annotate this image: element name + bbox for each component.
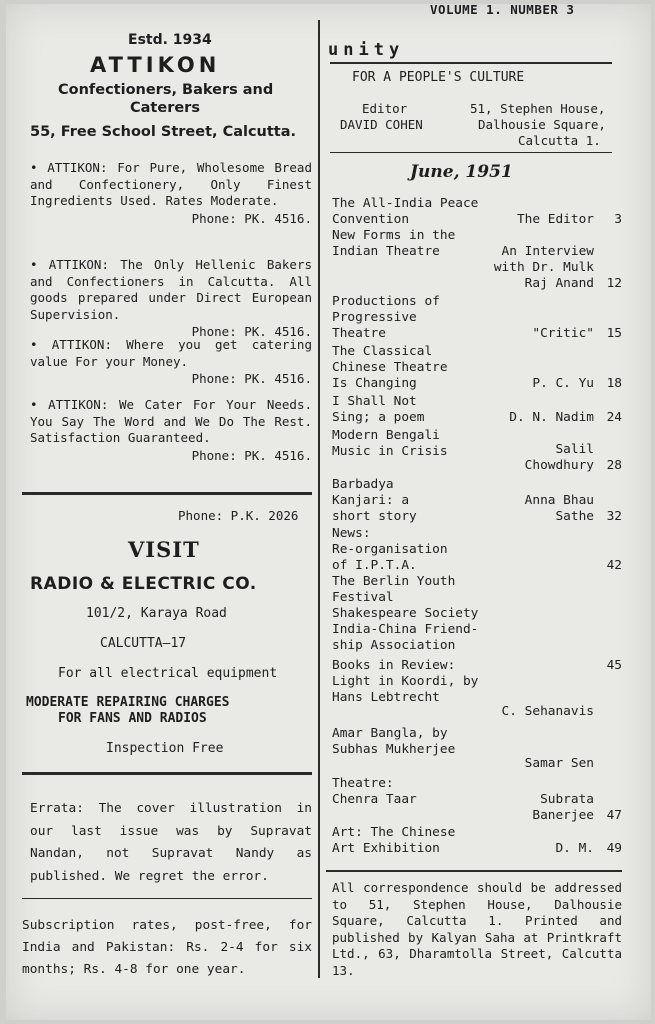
tagline: FOR A PEOPLE'S CULTURE — [352, 70, 525, 85]
toc-author: Samar Sen — [524, 756, 594, 771]
radio-line-3: FOR FANS AND RADIOS — [58, 711, 207, 726]
toc-author: C. Sehanavis — [501, 704, 594, 719]
toc-title: Amar Bangla, by Subhas Mukherjee — [332, 726, 456, 757]
toc-page: 45 — [606, 658, 622, 673]
ad-text: • ATTIKON: Where you get catering value For your Money. — [30, 337, 312, 369]
notice-divider — [22, 898, 312, 899]
toc-page: 28 — [606, 458, 622, 473]
column-divider — [318, 20, 320, 978]
ad-phone: Phone: PK. 4516. — [191, 324, 312, 339]
ad-text: • ATTIKON: The Only Hellenic Bakers and Confectioners in Calcutta. All goods prepared under Direct European Supervision. — [30, 257, 312, 322]
toc-bottom-rule — [326, 870, 622, 872]
toc-title: Art: The Chinese Art Exhibition — [332, 825, 456, 856]
toc-title: Modern Bengali Music in Crisis — [332, 428, 448, 459]
toc-page: 32 — [606, 509, 622, 524]
editor-name: DAVID COHEN — [340, 117, 423, 132]
radio-address-1: 101/2, Karaya Road — [86, 606, 227, 621]
masthead-title: unity — [328, 40, 405, 60]
attikon-ad-2 — [30, 257, 312, 341]
radio-line-2: MODERATE REPAIRING CHARGES — [26, 695, 230, 710]
toc-title: The All-India Peace Convention — [332, 196, 479, 227]
toc-title: Books in Review: Light in Koordi, by Hans Lebtrecht — [332, 658, 479, 705]
radio-line-4: Inspection Free — [106, 741, 224, 756]
radio-visit: VISIT — [128, 537, 200, 562]
correspondence-note: All correspondence should be addressed to 51, Stephen House, Dalhousie Square, Calcutta 1. Printed and published by Kalyan Saha at Printkraft Ltd., 63, Dharamtolla Street, Calcutta 13. — [332, 880, 622, 978]
subscription-note: Subscription rates, post-free, for India and Pakistan: Rs. 2-4 for six months; Rs. 4-8 for one year. — [22, 918, 312, 977]
attikon-address: 55, Free School Street, Calcutta. — [30, 124, 297, 140]
toc-page: 49 — [606, 841, 622, 856]
attikon-name: ATTIKON — [90, 53, 221, 77]
toc-author: Salil Chowdhury — [524, 442, 594, 473]
attikon-ad-3 — [30, 337, 312, 388]
issue-date: June, 1951 — [410, 162, 513, 182]
toc-page: 18 — [606, 376, 622, 391]
toc-title: New Forms in the Indian Theatre — [332, 228, 456, 259]
address-line-3: Calcutta 1. — [518, 133, 601, 148]
toc-page: 12 — [606, 276, 622, 291]
toc-title: Productions of Progressive Theatre — [332, 294, 440, 341]
attikon-estd: Estd. 1934 — [128, 32, 212, 48]
address-line-2: Dalhousie Square, — [478, 117, 606, 132]
toc-author: Anna Bhau Sathe — [524, 493, 594, 524]
toc-page: 42 — [606, 558, 622, 573]
masthead-rule — [330, 62, 612, 64]
toc-page: 47 — [606, 808, 622, 823]
toc-title: Theatre: Chenra Taar — [332, 776, 417, 807]
toc-page: 15 — [606, 326, 622, 341]
toc-author: Subrata Banerjee — [532, 792, 594, 823]
toc-author: D. N. Nadim — [509, 410, 594, 425]
toc-page: 24 — [606, 410, 622, 425]
ad-text: • ATTIKON: We Cater For Your Needs. You Say The Word and We Do The Rest. Satisfaction Guaranteed. — [30, 397, 312, 445]
toc-title: The Classical Chinese Theatre Is Changing — [332, 344, 448, 391]
attikon-subtitle-2: Caterers — [130, 100, 200, 116]
editor-label: Editor — [362, 101, 408, 116]
toc-author: The Editor — [516, 212, 594, 227]
toc-page: 3 — [614, 212, 622, 227]
attikon-ad-1 — [30, 160, 312, 227]
attikon-ad-4 — [30, 397, 312, 464]
toc-title: I Shall Not Sing; a poem — [332, 394, 425, 425]
toc-author: P. C. Yu — [532, 376, 594, 391]
ad-divider — [22, 772, 312, 775]
toc-title: Barbadya Kanjari: a short story — [332, 477, 417, 524]
ad-divider — [22, 492, 312, 495]
radio-line-1: For all electrical equipment — [58, 666, 278, 681]
toc-author: An Interview with Dr. Mulk Raj Anand — [493, 244, 594, 291]
toc-author: D. M. — [555, 841, 594, 856]
attikon-subtitle-1: Confectioners, Bakers and — [58, 82, 274, 98]
radio-phone: Phone: P.K. 2026 — [178, 508, 299, 523]
volume-number: VOLUME 1. NUMBER 3 — [430, 2, 575, 17]
toc-title: News: Re-organisation of I.P.T.A. The Berlin Youth Festival Shakespeare Society India-China Friend- ship Association — [332, 526, 479, 653]
radio-company-name: RADIO & ELECTRIC CO. — [30, 574, 257, 594]
errata-note: Errata: The cover illustration in our last issue was by Supravat Nandan, not Supravat Nandy as published. We regret the error. — [30, 801, 312, 884]
radio-address-2: CALCUTTA—17 — [100, 636, 187, 651]
ad-text: • ATTIKON: For Pure, Wholesome Bread and Confectionery, Only Finest Ingredients Used. Rates Moderate. — [30, 160, 312, 208]
toc-author: "Critic" — [532, 326, 594, 341]
ad-phone: Phone: PK. 4516. — [191, 210, 312, 226]
ad-phone: Phone: PK. 4516. — [191, 447, 312, 463]
address-line-1: 51, Stephen House, — [470, 101, 606, 116]
ad-phone: Phone: PK. 4516. — [191, 371, 312, 386]
masthead-bottom-rule — [330, 152, 612, 153]
